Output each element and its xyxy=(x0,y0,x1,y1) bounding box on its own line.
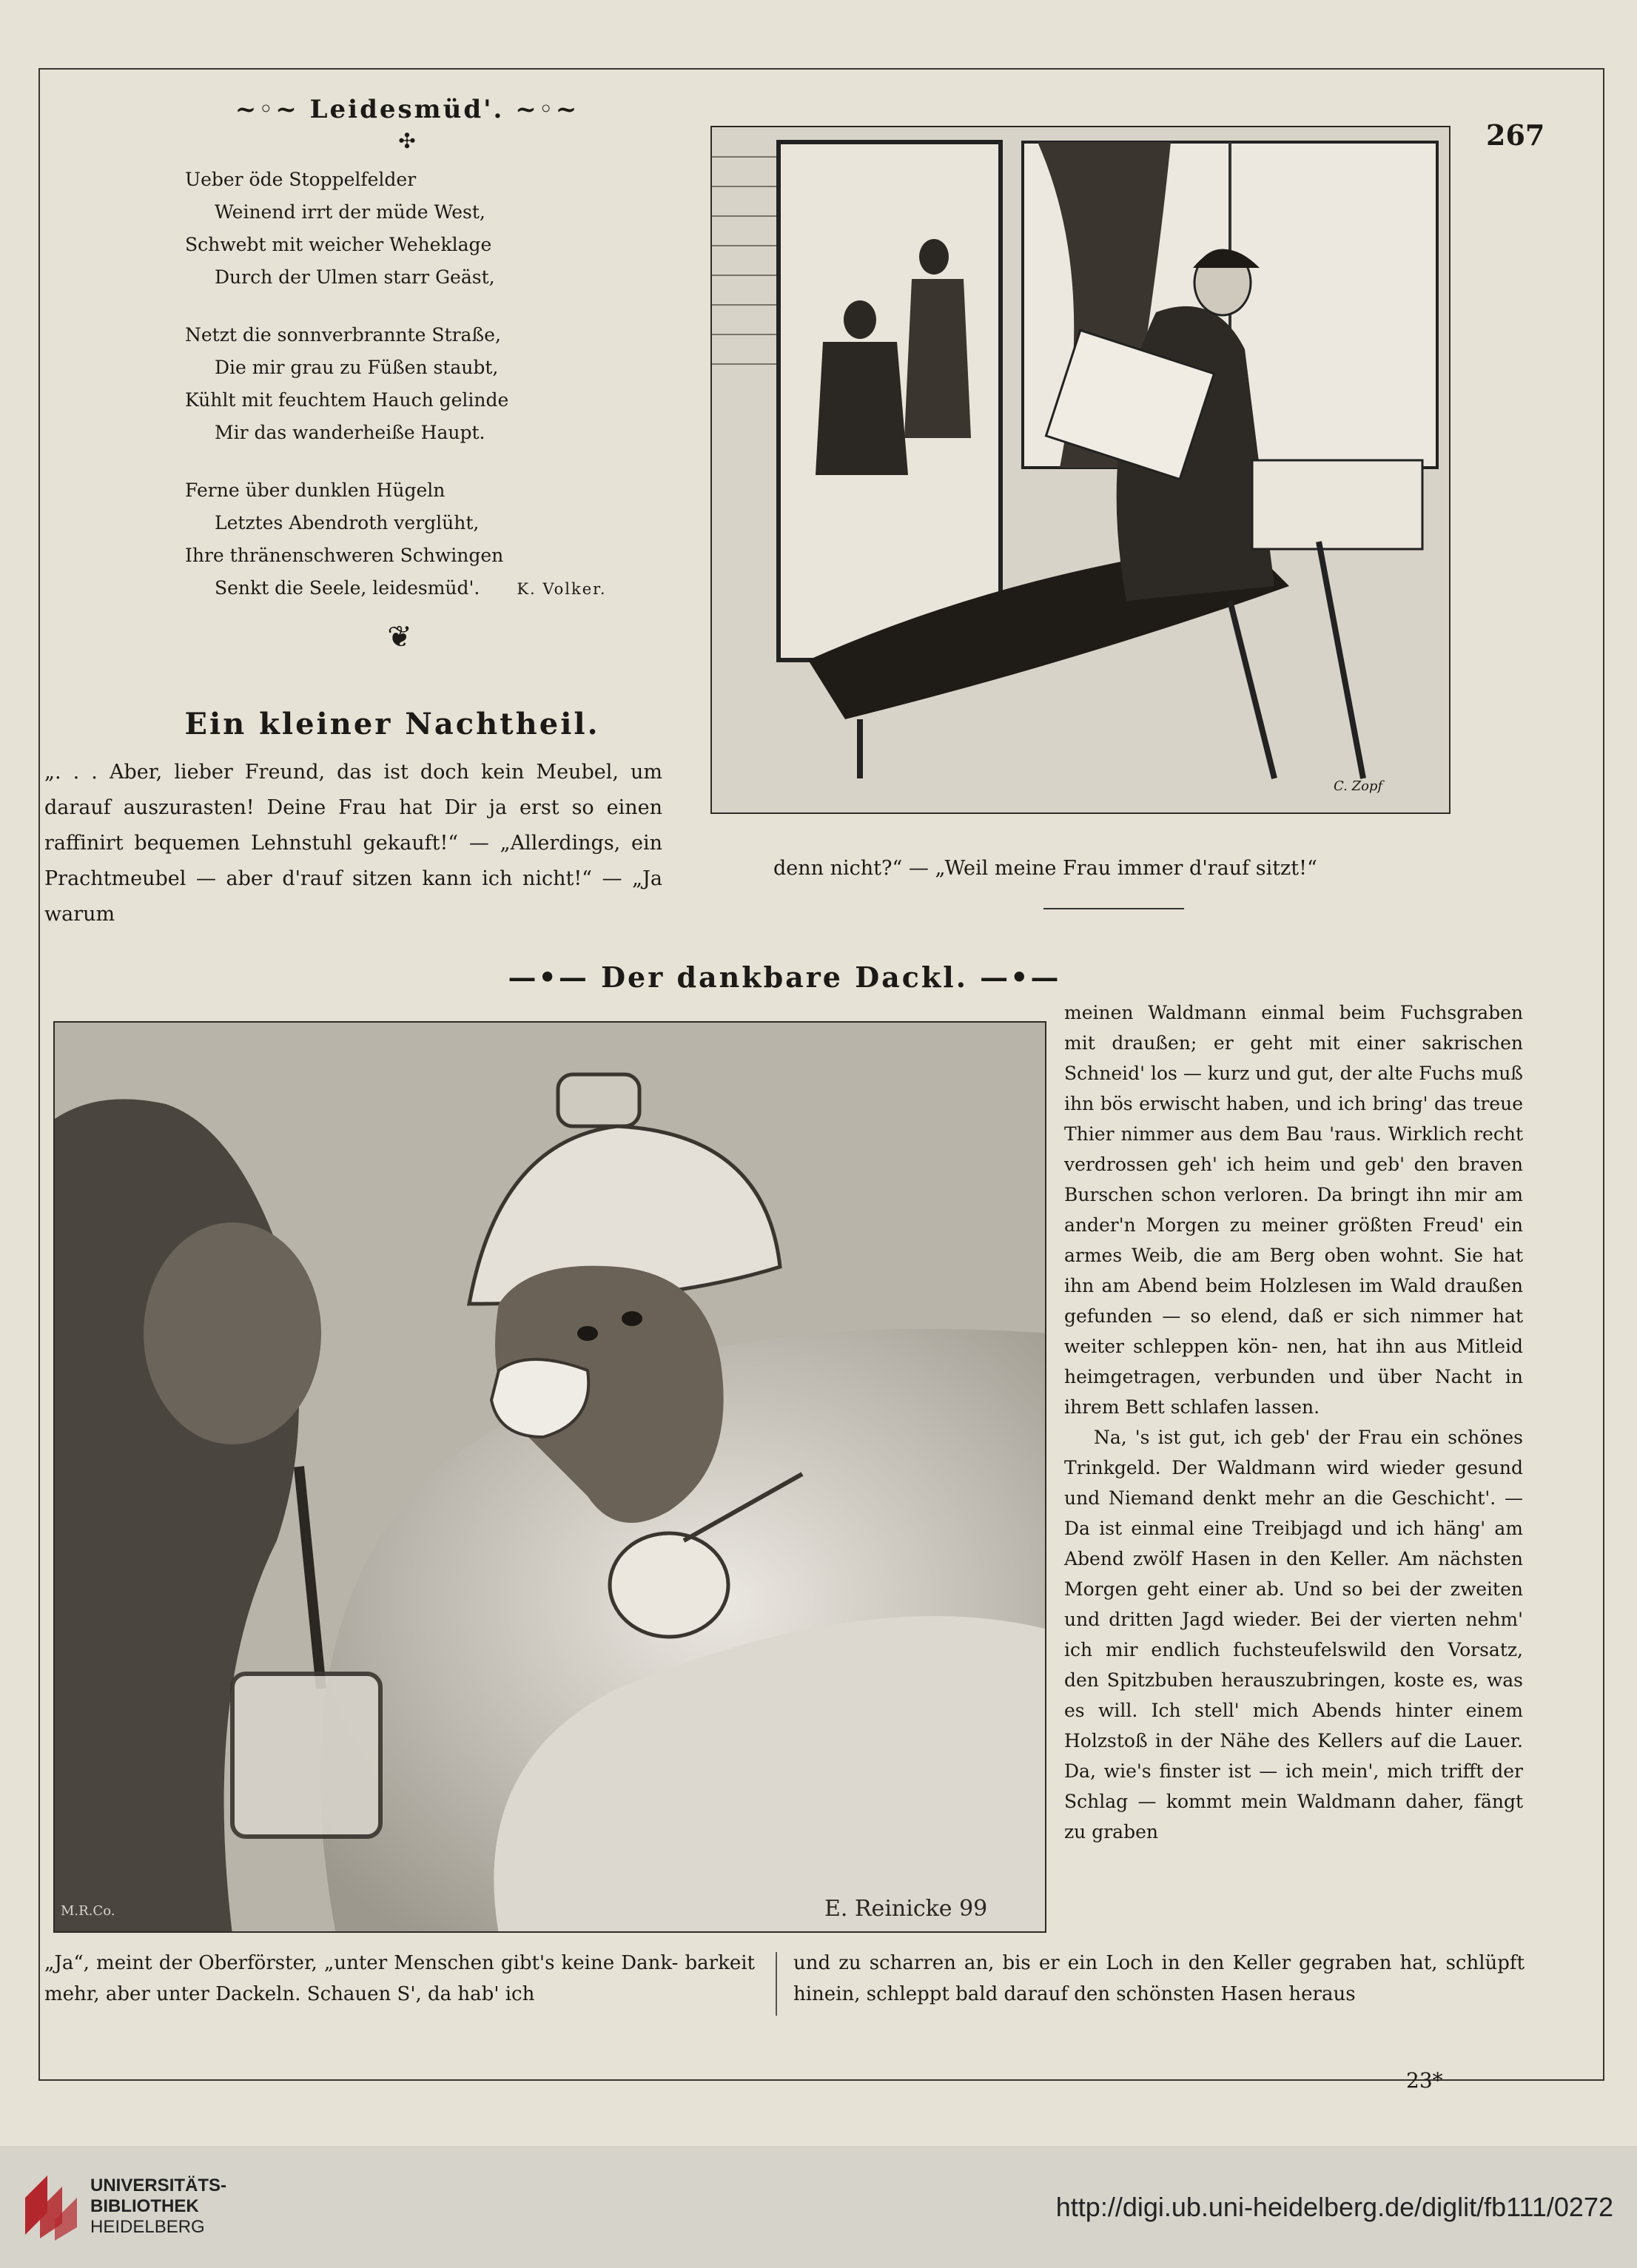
poem-author: K. Volker. xyxy=(517,580,607,598)
poem-title: Leidesmüd'. xyxy=(309,95,505,124)
library-name xyxy=(90,2176,226,2238)
story-title: Der dankbare Dackl. xyxy=(601,960,968,994)
story-paragraph: meinen Waldmann einmal beim Fuchsgraben mit draußen; er geht mit einer sakrischen Schneid' los — kurz und gut, der alte Fuchs muß ihn bös erwischt haben, und ich bring' das treue Thier nimmer aus dem Bau 'raus. Wirklich recht verdrossen geh' ich heim und geb' den braven Burschen schon verloren. Da bringt ihn mir am ander'n Morgen zu meiner größten Freud' ein armes Weib, die am Berg oben wohnt. Sie hat ihn am Abend beim Holzlesen im Wald draußen gefunden — so elend, daß er sich nimmer hat weiter schleppen kön- nen, hat ihn aus Mitleid heimgetragen, verbunden und über Nacht in ihrem Bett schlafen lassen. xyxy=(1064,1002,1523,1418)
poem-line: Kühlt mit feuchtem Hauch gelinde xyxy=(185,389,509,411)
story-title-row xyxy=(488,960,1080,994)
story-opening-paragraph: „Ja“, meint der Oberförster, „unter Menschen gibt's keine Dank- barkeit mehr, aber unter Dackeln. Schauen S', da hab' ich xyxy=(44,1952,755,2005)
anecdote-continuation: denn nicht?“ — „Weil meine Frau immer d'rauf sitzt!“ xyxy=(773,857,1317,880)
anecdote-paragraph: „. . . Aber, lieber Freund, das ist doch kein Meubel, um darauf auszurasten! Deine Frau hat Dir ja erst so einen raffinirt bequemen Lehnstuhl gekauft!“ — „Allerdings, ein Prachtmeubel — aber d'rauf sitzen kann ich nicht!“ — „Ja warum xyxy=(44,761,662,926)
poem-title-row xyxy=(170,95,644,124)
poem-stanza xyxy=(185,474,644,605)
poem-line: Netzt die sonnverbrannte Straße, xyxy=(185,324,501,346)
poem-line: Schwebt mit weicher Weheklage xyxy=(185,234,492,255)
ornament-left: ~◦~ xyxy=(235,95,310,124)
poem-line: Letztes Abendroth verglüht, xyxy=(215,512,480,534)
illustration-reading-woman xyxy=(710,126,1451,814)
poem-line: Durch der Ulmen starr Geäst, xyxy=(215,266,495,288)
column-divider xyxy=(776,1952,777,2016)
poem-block xyxy=(170,95,644,630)
illustration-signature: C. Zopf xyxy=(1334,778,1383,794)
poem-stanza xyxy=(185,319,644,449)
library-name-line: HEIDELBERG xyxy=(90,2217,205,2237)
poem-stanza xyxy=(185,164,644,294)
poem-last-line: Senkt die Seele, leidesmüd'. xyxy=(215,577,480,599)
story-bottom-right xyxy=(793,1948,1525,2010)
ornament-right: —•— xyxy=(967,960,1061,994)
sick-dachshund-drawing xyxy=(55,1023,1046,1933)
library-name-line: BIBLIOTHEK xyxy=(90,2196,199,2216)
poem-line xyxy=(185,572,644,605)
digital-source-url[interactable]: http://digi.ub.uni-heidelberg.de/diglit/fb111/0272 xyxy=(1055,2192,1613,2222)
signature-mark: 23* xyxy=(1406,2068,1443,2093)
vignette-ornament-icon: ❦ xyxy=(387,620,412,654)
story-bottom-left xyxy=(44,1948,755,2010)
reading-woman-drawing xyxy=(712,127,1451,814)
poem-line: Ferne über dunklen Hügeln xyxy=(185,479,446,501)
story-closing-paragraph: und zu scharren an, bis er ein Loch in den Keller gegraben hat, schlüpft hinein, schleppt bald darauf den schönsten Hasen heraus xyxy=(793,1952,1525,2005)
title-ornament-icon: ✣ xyxy=(398,129,416,153)
divider-rule xyxy=(1043,908,1184,909)
library-name-line: UNIVERSITÄTS- xyxy=(90,2176,227,2195)
ornament-left: —•— xyxy=(508,960,602,994)
poem-line: Ueber öde Stoppelfelder xyxy=(185,169,417,190)
dachshund-illustration-signature: E. Reinicke 99 xyxy=(824,1896,988,1922)
dachshund-illustration-mark: M.R.Co. xyxy=(61,1903,115,1919)
library-footer xyxy=(0,2146,1637,2268)
story-right-column xyxy=(1064,997,1523,1847)
anecdote-title: Ein kleiner Nachtheil. xyxy=(184,707,600,741)
poem-line: Ihre thränenschweren Schwingen xyxy=(185,545,504,566)
ornament-right: ~◦~ xyxy=(504,95,579,124)
anecdote-text xyxy=(44,755,662,932)
poem-line: Weinend irrt der müde West, xyxy=(215,201,485,223)
poem-line: Mir das wanderheiße Haupt. xyxy=(215,422,485,443)
illustration-sick-dachshund xyxy=(53,1021,1046,1933)
poem-body xyxy=(170,164,644,605)
poem-line: Die mir grau zu Füßen staubt, xyxy=(215,357,499,378)
page-number: 267 xyxy=(1486,118,1545,152)
library-logo-icon xyxy=(18,2168,84,2242)
story-paragraph: Na, 's ist gut, ich geb' der Frau ein schönes Trinkgeld. Der Waldmann wird wieder gesund und Niemand denkt mehr an die Geschicht'. — Da ist einmal eine Treibjagd und ich häng' am Abend zwölf Hasen in den Keller. Am nächsten Morgen geht einer ab. Und so bei der zweiten und dritten Jagd wieder. Bei der vierten nehm' ich mir endlich fuchsteufelswild den Vorsatz, den Spitzbuben herauszubringen, koste es, was es will. Ich stell' mich Abends hinter einem Holzstoß in der Nähe des Kellers auf die Lauer. Da, wie's finster ist — ich mein', mich trifft der Schlag — kommt mein Waldmann daher, fängt zu graben xyxy=(1064,1427,1523,1843)
